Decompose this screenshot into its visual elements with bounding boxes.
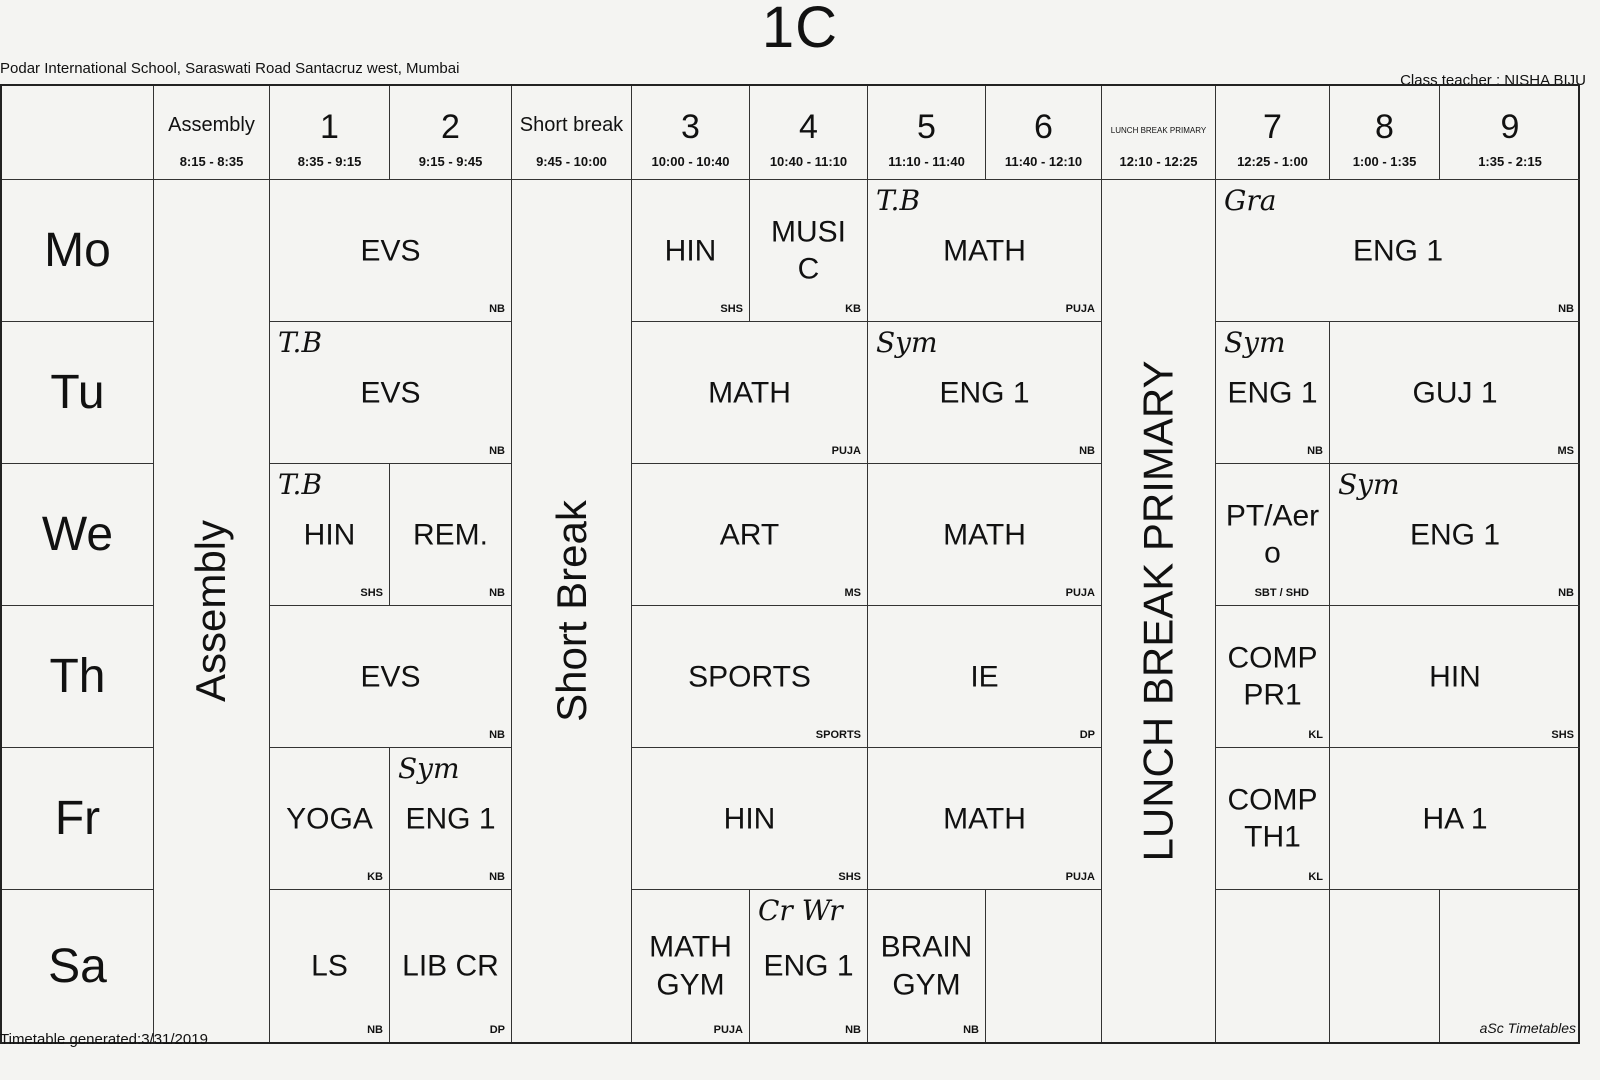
teacher-code: SBT / SHD [1254, 587, 1309, 599]
header-time: 1:00 - 1:35 [1352, 154, 1417, 169]
subject: YOGA [286, 801, 373, 835]
teacher-code: NB [1307, 445, 1323, 457]
subject: MATH [943, 801, 1026, 835]
subject: EVS [360, 233, 421, 267]
generated-date: Timetable generated:3/31/2019 [0, 1031, 208, 1048]
header-period-3 [632, 86, 750, 180]
header-time: 10:00 - 10:40 [651, 154, 730, 169]
lesson-cell [270, 890, 390, 1042]
subject: MUSI C [771, 215, 846, 286]
lesson-cell [390, 464, 512, 606]
subject: HA 1 [1422, 801, 1488, 835]
class-title: 1C [761, 0, 839, 60]
day-label: Mo [2, 180, 154, 322]
subject: ENG 1 [405, 801, 496, 835]
subject: MATH [708, 375, 791, 409]
header-time: 11:10 - 11:40 [888, 154, 965, 169]
lesson-cell [270, 180, 512, 322]
day-label: Fr [2, 748, 154, 890]
header-time: 10:40 - 11:10 [769, 154, 848, 169]
period-number: 7 [1263, 108, 1282, 146]
teacher-code: SHS [1551, 729, 1574, 741]
teacher-code: PUJA [1065, 871, 1095, 883]
teacher-code: SHS [360, 587, 383, 599]
teacher-code: DP [489, 1024, 505, 1036]
header-label: Short break [519, 114, 624, 136]
teacher-code: KB [845, 303, 861, 315]
header-period-8 [1330, 86, 1440, 180]
lesson-cell [632, 748, 868, 890]
header-time: 8:35 - 9:15 [297, 154, 362, 169]
lesson-cell [632, 180, 750, 322]
day-label: Sa [2, 890, 154, 1042]
subject: HIN [664, 233, 717, 267]
short-break-column [512, 180, 632, 1042]
teacher-code: NB [489, 303, 505, 315]
lesson-cell [868, 180, 1102, 322]
assembly-column [154, 180, 270, 1042]
teacher-code: MS [1557, 445, 1574, 457]
header-label: Assembly [168, 114, 255, 136]
lesson-cell [1216, 748, 1330, 890]
empty-cell [1216, 890, 1330, 1042]
period-number: 9 [1500, 108, 1520, 146]
short-break-label: Short Break [547, 500, 595, 722]
header-time: 9:45 - 10:00 [536, 154, 607, 169]
teacher-code: NB [1079, 445, 1095, 457]
subject: PT/Aer o [1225, 499, 1320, 570]
lunch-break-column [1102, 180, 1216, 1042]
lesson-cell [868, 748, 1102, 890]
lesson-cell [270, 748, 390, 890]
period-number: 5 [917, 108, 936, 146]
header-period-4 [750, 86, 868, 180]
lesson-cell [1330, 606, 1580, 748]
handwritten-note: Sym [876, 326, 938, 359]
period-number: 6 [1034, 108, 1053, 146]
handwritten-note: T.B [278, 326, 323, 359]
lesson-cell [632, 890, 750, 1042]
subject: EVS [360, 375, 421, 409]
subject: LS [311, 949, 348, 983]
teacher-code: KL [1308, 871, 1323, 883]
lesson-cell [1216, 322, 1330, 464]
lesson-cell [750, 180, 868, 322]
lesson-cell [750, 890, 868, 1042]
lesson-cell [1330, 748, 1580, 890]
header-period-5 [868, 86, 986, 180]
handwritten-note: Gra [1224, 184, 1277, 217]
lesson-cell [868, 464, 1102, 606]
handwritten-note: T.B [278, 468, 323, 501]
teacher-code: NB [1558, 587, 1574, 599]
subject: MATH [943, 233, 1026, 267]
teacher-code: SHS [838, 871, 861, 883]
header-label: LUNCH BREAK PRIMARY [1110, 126, 1207, 135]
handwritten-note: Cr Wr [758, 894, 843, 927]
subject: EVS [360, 659, 421, 693]
subject: GUJ 1 [1412, 375, 1498, 409]
day-label: Tu [2, 322, 154, 464]
header-period-2 [390, 86, 512, 180]
lesson-cell [270, 606, 512, 748]
corner-cell [2, 86, 154, 180]
subject: ENG 1 [1409, 517, 1501, 551]
header-period-1 [270, 86, 390, 180]
lesson-cell [868, 890, 986, 1042]
period-number: 3 [681, 108, 700, 146]
timetable-grid [0, 84, 1580, 1044]
lesson-cell [1216, 180, 1580, 322]
teacher-code: NB [489, 729, 505, 741]
generator-credit: aSc Timetables [1479, 1020, 1576, 1036]
lesson-cell [1216, 464, 1330, 606]
lesson-cell [1216, 606, 1330, 748]
header-period-6 [986, 86, 1102, 180]
empty-cell [986, 890, 1102, 1042]
teacher-code: NB [489, 587, 505, 599]
teacher-code: PUJA [1065, 587, 1095, 599]
teacher-code: NB [367, 1024, 383, 1036]
header-time: 12:25 - 1:00 [1237, 154, 1308, 169]
subject: HIN [723, 801, 776, 835]
period-number: 2 [441, 108, 460, 146]
header-time: 9:15 - 9:45 [418, 154, 483, 169]
subject: MATH [943, 517, 1026, 551]
assembly-label: Assembly [187, 519, 235, 703]
subject: ART [719, 517, 780, 551]
header-time: 11:40 - 12:10 [1004, 154, 1083, 169]
day-label: Th [2, 606, 154, 748]
subject: MATH GYM [649, 930, 732, 1001]
header-lunch-break [1102, 86, 1216, 180]
subject: HIN [1429, 659, 1481, 693]
teacher-code: NB [489, 871, 505, 883]
handwritten-note: Sym [1224, 326, 1286, 359]
header-time: 1:35 - 2:15 [1478, 154, 1542, 169]
school-name: Podar International School, Saraswati Road Santacruz west, Mumbai [0, 60, 460, 77]
header-period-9 [1440, 86, 1580, 180]
lesson-cell [868, 322, 1102, 464]
subject: LIB CR [402, 949, 499, 983]
lunch-break-label: LUNCH BREAK PRIMARY [1134, 360, 1182, 862]
subject: SPORTS [688, 659, 811, 693]
subject: ENG 1 [1352, 233, 1444, 267]
teacher-code: PUJA [1065, 303, 1095, 315]
subject: HIN [303, 517, 356, 551]
teacher-code: KL [1308, 729, 1323, 741]
subject: ENG 1 [1227, 375, 1318, 409]
period-number: 8 [1375, 108, 1394, 146]
subject: ENG 1 [763, 949, 854, 983]
teacher-code: KB [367, 871, 383, 883]
day-label: We [2, 464, 154, 606]
teacher-code: SHS [720, 303, 743, 315]
lesson-cell [1330, 464, 1580, 606]
period-number: 4 [799, 108, 818, 146]
lesson-cell [270, 464, 390, 606]
lesson-cell [270, 322, 512, 464]
teacher-code: SPORTS [815, 729, 861, 741]
teacher-code: NB [845, 1024, 861, 1036]
class-teacher: Class teacher : NISHA BIJU [1400, 72, 1586, 89]
subject: IE [970, 659, 999, 693]
header-period-7 [1216, 86, 1330, 180]
period-number: 1 [320, 108, 339, 146]
subject: BRAIN GYM [880, 930, 973, 1001]
teacher-code: NB [1558, 303, 1574, 315]
lesson-cell [390, 748, 512, 890]
teacher-code: NB [963, 1024, 979, 1036]
lesson-cell [632, 464, 868, 606]
teacher-code: MS [844, 587, 861, 599]
header-time: 8:15 - 8:35 [179, 154, 244, 169]
teacher-code: DP [1079, 729, 1095, 741]
handwritten-note: Sym [1338, 468, 1400, 501]
handwritten-note: Sym [398, 752, 460, 785]
teacher-code: NB [489, 445, 505, 457]
lesson-cell [868, 606, 1102, 748]
header-assembly [154, 86, 270, 180]
header-short-break [512, 86, 632, 180]
subject: COMP TH1 [1227, 783, 1318, 854]
lesson-cell [390, 890, 512, 1042]
empty-cell [1330, 890, 1440, 1042]
subject: REM. [413, 517, 488, 551]
lesson-cell [632, 606, 868, 748]
subject: COMP PR1 [1227, 641, 1318, 712]
teacher-code: PUJA [831, 445, 861, 457]
subject: ENG 1 [939, 375, 1030, 409]
handwritten-note: T.B [876, 184, 921, 217]
lesson-cell [1330, 322, 1580, 464]
header-time: 12:10 - 12:25 [1119, 154, 1198, 169]
lesson-cell [632, 322, 868, 464]
teacher-code: PUJA [713, 1024, 743, 1036]
